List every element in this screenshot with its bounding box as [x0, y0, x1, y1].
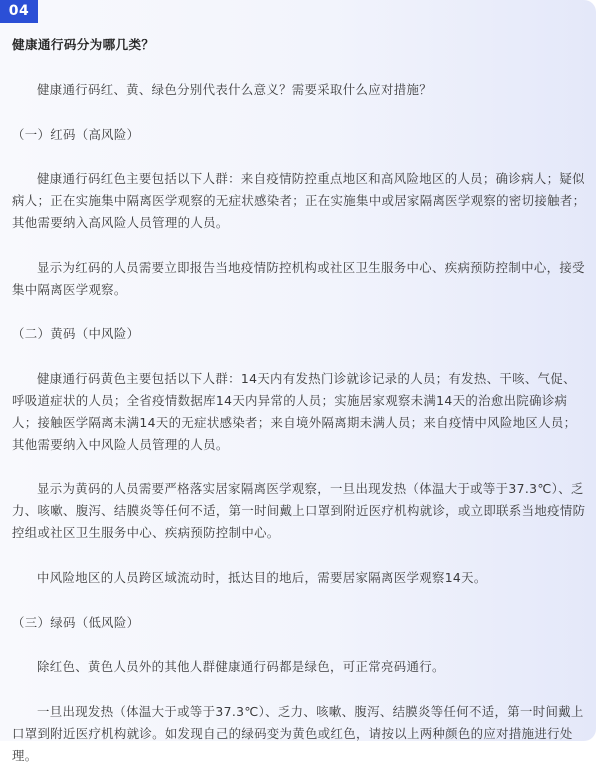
yellow-code-action: 显示为黄码的人员需要严格落实居家隔离医学观察，一旦出现发热（体温大于或等于37.3℃）、乏力、咳嗽、腹泻、结膜炎等任何不适，第一时间戴上口罩到附近医疗机构就诊，或立即联系当地疫情防控组或社区卫生服务中心、疾病预防控制中心。	[12, 481, 586, 540]
green-code-heading: （三）绿码（低风险）	[12, 614, 140, 630]
red-code-action: 显示为红码的人员需要立即报告当地疫情防控机构或社区卫生服务中心、疾病预防控制中心，接受集中隔离医学观察。	[12, 259, 585, 297]
yellow-code-travel-note: 中风险地区的人员跨区域流动时，抵达目的地后，需要居家隔离医学观察14天。	[37, 569, 487, 585]
yellow-code-heading: （二）黄码（中风险）	[12, 326, 140, 342]
green-code-action: 一旦出现发热（体温大于或等于37.3℃）、乏力、咳嗽、腹泻、结膜炎等任何不适，第一时间戴上口罩到附近医疗机构就诊。如发现自己的绿码变为黄色或红色，请按以上两种颜色的应对措施进行处理。	[12, 704, 584, 763]
red-code-description: 健康通行码红色主要包括以下人群：来自疫情防控重点地区和高风险地区的人员；确诊病人；疑似病人；正在实施集中隔离医学观察的无症状感染者；正在实施集中或居家隔离医学观察的密切接触者；其他需要纳入高风险人员管理的人员。	[12, 171, 586, 230]
green-code-description: 除红色、黄色人员外的其他人群健康通行码都是绿色，可正常亮码通行。	[37, 659, 445, 675]
yellow-code-description: 健康通行码黄色主要包括以下人群：14天内有发热门诊就诊记录的人员；有发热、干咳、气促、呼吸道症状的人员；全省疫情数据库14天内异常的人员；实施居家观察未满14天的治愈出院确诊病人；接触医学隔离未满14天的无症状感染者；来自境外隔离期未满人员；来自疫情中风险地区人员；其他需要纳入中风险人员管理的人员。	[12, 371, 577, 452]
faq-title: 健康通行码分为哪几类？	[12, 37, 155, 52]
red-code-heading: （一）红码（高风险）	[12, 126, 140, 142]
faq-content	[12, 34, 586, 767]
faq-question: 健康通行码红、黄、绿色分别代表什么意义？需要采取什么应对措施？	[37, 81, 432, 97]
section-number-badge: 04	[0, 0, 38, 23]
